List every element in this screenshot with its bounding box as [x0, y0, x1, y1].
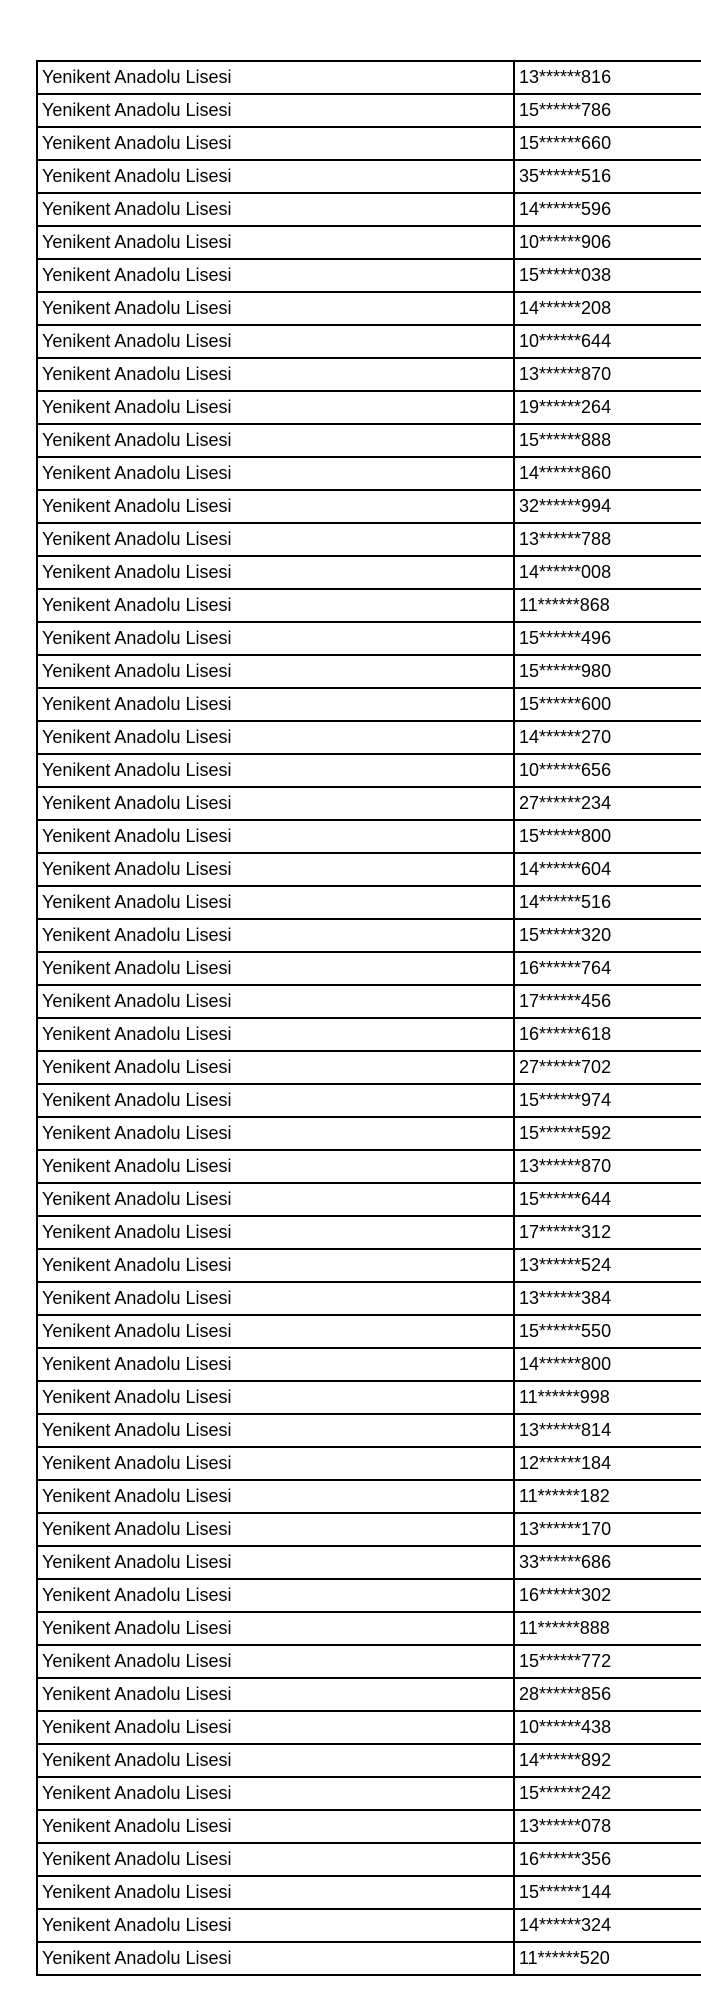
- table-row: [38, 689, 701, 722]
- masked-id-cell: 15******800: [519, 826, 612, 846]
- table-row: [38, 1382, 701, 1415]
- masked-id-cell: 14******208: [519, 298, 612, 318]
- table-row: [38, 1580, 701, 1613]
- school-name-cell: Yenikent Anadolu Lisesi: [38, 788, 515, 819]
- masked-id-cell: 15******592: [519, 1123, 612, 1143]
- masked-id-cell: 13******870: [519, 364, 612, 384]
- table-row: [38, 293, 701, 326]
- table-row: [38, 788, 701, 821]
- school-name-cell: Yenikent Anadolu Lisesi: [38, 293, 515, 324]
- school-name-cell: Yenikent Anadolu Lisesi: [38, 1910, 515, 1941]
- table-row: [38, 1481, 701, 1514]
- masked-id-cell: 14******324: [519, 1915, 612, 1935]
- masked-id-cell: 13******814: [519, 1420, 612, 1440]
- table-row: [38, 95, 701, 128]
- masked-id-cell: 15******980: [519, 661, 612, 681]
- table-row: [38, 755, 701, 788]
- table-row: [38, 1679, 701, 1712]
- masked-id-cell: 13******816: [519, 67, 612, 87]
- table-row: [38, 1514, 701, 1547]
- school-name-cell: Yenikent Anadolu Lisesi: [38, 1514, 515, 1545]
- table-row: [38, 1151, 701, 1184]
- masked-id-cell: 10******438: [519, 1717, 612, 1737]
- school-name-cell: Yenikent Anadolu Lisesi: [38, 260, 515, 291]
- school-name-cell: Yenikent Anadolu Lisesi: [38, 1184, 515, 1215]
- school-name-cell: Yenikent Anadolu Lisesi: [38, 953, 515, 984]
- table-row: [38, 1448, 701, 1481]
- masked-id-cell: 13******524: [519, 1255, 612, 1275]
- masked-id-cell: 15******644: [519, 1189, 612, 1209]
- masked-id-cell: 35******516: [519, 166, 612, 186]
- masked-id-cell: 14******860: [519, 463, 612, 483]
- table-row: [38, 854, 701, 887]
- table-row: [38, 194, 701, 227]
- masked-id-cell: 15******496: [519, 628, 612, 648]
- table-row: [38, 227, 701, 260]
- table-row: [38, 62, 701, 95]
- table-row: [38, 1085, 701, 1118]
- table-row: [38, 128, 701, 161]
- masked-id-cell: 17******312: [519, 1222, 612, 1242]
- masked-id-cell: 28******856: [519, 1684, 612, 1704]
- school-name-cell: Yenikent Anadolu Lisesi: [38, 62, 515, 93]
- school-name-cell: Yenikent Anadolu Lisesi: [38, 425, 515, 456]
- school-name-cell: Yenikent Anadolu Lisesi: [38, 623, 515, 654]
- school-name-cell: Yenikent Anadolu Lisesi: [38, 1382, 515, 1413]
- masked-id-cell: 11******888: [519, 1618, 610, 1638]
- table-row: [38, 722, 701, 755]
- masked-id-cell: 13******384: [519, 1288, 612, 1308]
- school-name-cell: Yenikent Anadolu Lisesi: [38, 1745, 515, 1776]
- table-row: [38, 1547, 701, 1580]
- school-name-cell: Yenikent Anadolu Lisesi: [38, 722, 515, 753]
- masked-id-cell: 27******234: [519, 793, 612, 813]
- masked-id-cell: 19******264: [519, 397, 612, 417]
- school-name-cell: Yenikent Anadolu Lisesi: [38, 1283, 515, 1314]
- school-name-cell: Yenikent Anadolu Lisesi: [38, 1712, 515, 1743]
- table-row: [38, 1283, 701, 1316]
- table-row: [38, 1316, 701, 1349]
- masked-id-cell: 15******038: [519, 265, 612, 285]
- table-row: [38, 1844, 701, 1877]
- table-row: [38, 425, 701, 458]
- table-row: [38, 359, 701, 392]
- table-row: [38, 1613, 701, 1646]
- masked-id-cell: 11******182: [519, 1486, 610, 1506]
- masked-id-cell: 11******998: [519, 1387, 610, 1407]
- school-name-cell: Yenikent Anadolu Lisesi: [38, 920, 515, 951]
- school-name-cell: Yenikent Anadolu Lisesi: [38, 1415, 515, 1446]
- school-name-cell: Yenikent Anadolu Lisesi: [38, 1052, 515, 1083]
- masked-id-cell: 15******786: [519, 100, 612, 120]
- school-name-cell: Yenikent Anadolu Lisesi: [38, 1151, 515, 1182]
- school-name-cell: Yenikent Anadolu Lisesi: [38, 458, 515, 489]
- masked-id-cell: 15******772: [519, 1651, 612, 1671]
- school-name-cell: Yenikent Anadolu Lisesi: [38, 986, 515, 1017]
- school-name-cell: Yenikent Anadolu Lisesi: [38, 359, 515, 390]
- table-row: [38, 557, 701, 590]
- school-name-cell: Yenikent Anadolu Lisesi: [38, 1844, 515, 1875]
- table-row: [38, 260, 701, 293]
- table-row: [38, 1646, 701, 1679]
- masked-id-cell: 15******974: [519, 1090, 612, 1110]
- data-table: [36, 60, 701, 1976]
- table-row: [38, 1943, 701, 1976]
- masked-id-cell: 11******868: [519, 595, 610, 615]
- masked-id-cell: 27******702: [519, 1057, 612, 1077]
- masked-id-cell: 10******906: [519, 232, 612, 252]
- school-name-cell: Yenikent Anadolu Lisesi: [38, 1250, 515, 1281]
- school-name-cell: Yenikent Anadolu Lisesi: [38, 326, 515, 357]
- masked-id-cell: 13******870: [519, 1156, 612, 1176]
- table-row: [38, 1778, 701, 1811]
- masked-id-cell: 33******686: [519, 1552, 612, 1572]
- school-name-cell: Yenikent Anadolu Lisesi: [38, 1481, 515, 1512]
- table-row: [38, 590, 701, 623]
- masked-id-cell: 14******604: [519, 859, 612, 879]
- school-name-cell: Yenikent Anadolu Lisesi: [38, 1811, 515, 1842]
- table-row: [38, 1415, 701, 1448]
- school-name-cell: Yenikent Anadolu Lisesi: [38, 1316, 515, 1347]
- table-row: [38, 1877, 701, 1910]
- table-row: [38, 524, 701, 557]
- school-name-cell: Yenikent Anadolu Lisesi: [38, 1349, 515, 1380]
- table-row: [38, 1052, 701, 1085]
- masked-id-cell: 14******008: [519, 562, 612, 582]
- school-name-cell: Yenikent Anadolu Lisesi: [38, 854, 515, 885]
- table-row: [38, 953, 701, 986]
- school-name-cell: Yenikent Anadolu Lisesi: [38, 1613, 515, 1644]
- table-row: [38, 986, 701, 1019]
- table-row: [38, 1250, 701, 1283]
- masked-id-cell: 10******644: [519, 331, 612, 351]
- school-name-cell: Yenikent Anadolu Lisesi: [38, 524, 515, 555]
- school-name-cell: Yenikent Anadolu Lisesi: [38, 1877, 515, 1908]
- school-name-cell: Yenikent Anadolu Lisesi: [38, 161, 515, 192]
- school-name-cell: Yenikent Anadolu Lisesi: [38, 1580, 515, 1611]
- masked-id-cell: 15******660: [519, 133, 612, 153]
- masked-id-cell: 14******516: [519, 892, 612, 912]
- masked-id-cell: 13******170: [519, 1519, 612, 1539]
- masked-id-cell: 11******520: [519, 1948, 610, 1968]
- masked-id-cell: 12******184: [519, 1453, 612, 1473]
- masked-id-cell: 13******788: [519, 529, 612, 549]
- masked-id-cell: 16******356: [519, 1849, 612, 1869]
- school-name-cell: Yenikent Anadolu Lisesi: [38, 392, 515, 423]
- masked-id-cell: 15******550: [519, 1321, 612, 1341]
- table-row: [38, 1910, 701, 1943]
- table-row: [38, 623, 701, 656]
- school-name-cell: Yenikent Anadolu Lisesi: [38, 689, 515, 720]
- masked-id-cell: 14******270: [519, 727, 612, 747]
- masked-id-cell: 16******302: [519, 1585, 612, 1605]
- table-row: [38, 1217, 701, 1250]
- school-name-cell: Yenikent Anadolu Lisesi: [38, 755, 515, 786]
- school-name-cell: Yenikent Anadolu Lisesi: [38, 1679, 515, 1710]
- masked-id-cell: 16******618: [519, 1024, 612, 1044]
- school-name-cell: Yenikent Anadolu Lisesi: [38, 821, 515, 852]
- school-name-cell: Yenikent Anadolu Lisesi: [38, 1778, 515, 1809]
- school-name-cell: Yenikent Anadolu Lisesi: [38, 1217, 515, 1248]
- school-name-cell: Yenikent Anadolu Lisesi: [38, 1646, 515, 1677]
- table-row: [38, 1118, 701, 1151]
- table-row: [38, 1745, 701, 1778]
- table-row: [38, 920, 701, 953]
- masked-id-cell: 17******456: [519, 991, 612, 1011]
- school-name-cell: Yenikent Anadolu Lisesi: [38, 1019, 515, 1050]
- table-row: [38, 656, 701, 689]
- school-name-cell: Yenikent Anadolu Lisesi: [38, 557, 515, 588]
- school-name-cell: Yenikent Anadolu Lisesi: [38, 491, 515, 522]
- school-name-cell: Yenikent Anadolu Lisesi: [38, 590, 515, 621]
- school-name-cell: Yenikent Anadolu Lisesi: [38, 887, 515, 918]
- masked-id-cell: 32******994: [519, 496, 612, 516]
- table-row: [38, 458, 701, 491]
- school-name-cell: Yenikent Anadolu Lisesi: [38, 656, 515, 687]
- school-name-cell: Yenikent Anadolu Lisesi: [38, 227, 515, 258]
- school-name-cell: Yenikent Anadolu Lisesi: [38, 1085, 515, 1116]
- masked-id-cell: 15******600: [519, 694, 612, 714]
- masked-id-cell: 14******892: [519, 1750, 612, 1770]
- masked-id-cell: 10******656: [519, 760, 612, 780]
- school-name-cell: Yenikent Anadolu Lisesi: [38, 95, 515, 126]
- masked-id-cell: 14******596: [519, 199, 612, 219]
- school-name-cell: Yenikent Anadolu Lisesi: [38, 1943, 515, 1974]
- school-name-cell: Yenikent Anadolu Lisesi: [38, 194, 515, 225]
- masked-id-cell: 15******320: [519, 925, 612, 945]
- school-name-cell: Yenikent Anadolu Lisesi: [38, 1448, 515, 1479]
- table-row: [38, 1184, 701, 1217]
- table-row: [38, 491, 701, 524]
- table-row: [38, 887, 701, 920]
- table-row: [38, 821, 701, 854]
- masked-id-cell: 15******242: [519, 1783, 612, 1803]
- table-row: [38, 326, 701, 359]
- table-row: [38, 1349, 701, 1382]
- masked-id-cell: 16******764: [519, 958, 612, 978]
- school-name-cell: Yenikent Anadolu Lisesi: [38, 1118, 515, 1149]
- masked-id-cell: 14******800: [519, 1354, 612, 1374]
- table-row: [38, 1712, 701, 1745]
- school-name-cell: Yenikent Anadolu Lisesi: [38, 1547, 515, 1578]
- table-row: [38, 1019, 701, 1052]
- masked-id-cell: 15******144: [519, 1882, 612, 1902]
- school-name-cell: Yenikent Anadolu Lisesi: [38, 128, 515, 159]
- table-row: [38, 1811, 701, 1844]
- table-row: [38, 161, 701, 194]
- masked-id-cell: 13******078: [519, 1816, 612, 1836]
- masked-id-cell: 15******888: [519, 430, 612, 450]
- table-row: [38, 392, 701, 425]
